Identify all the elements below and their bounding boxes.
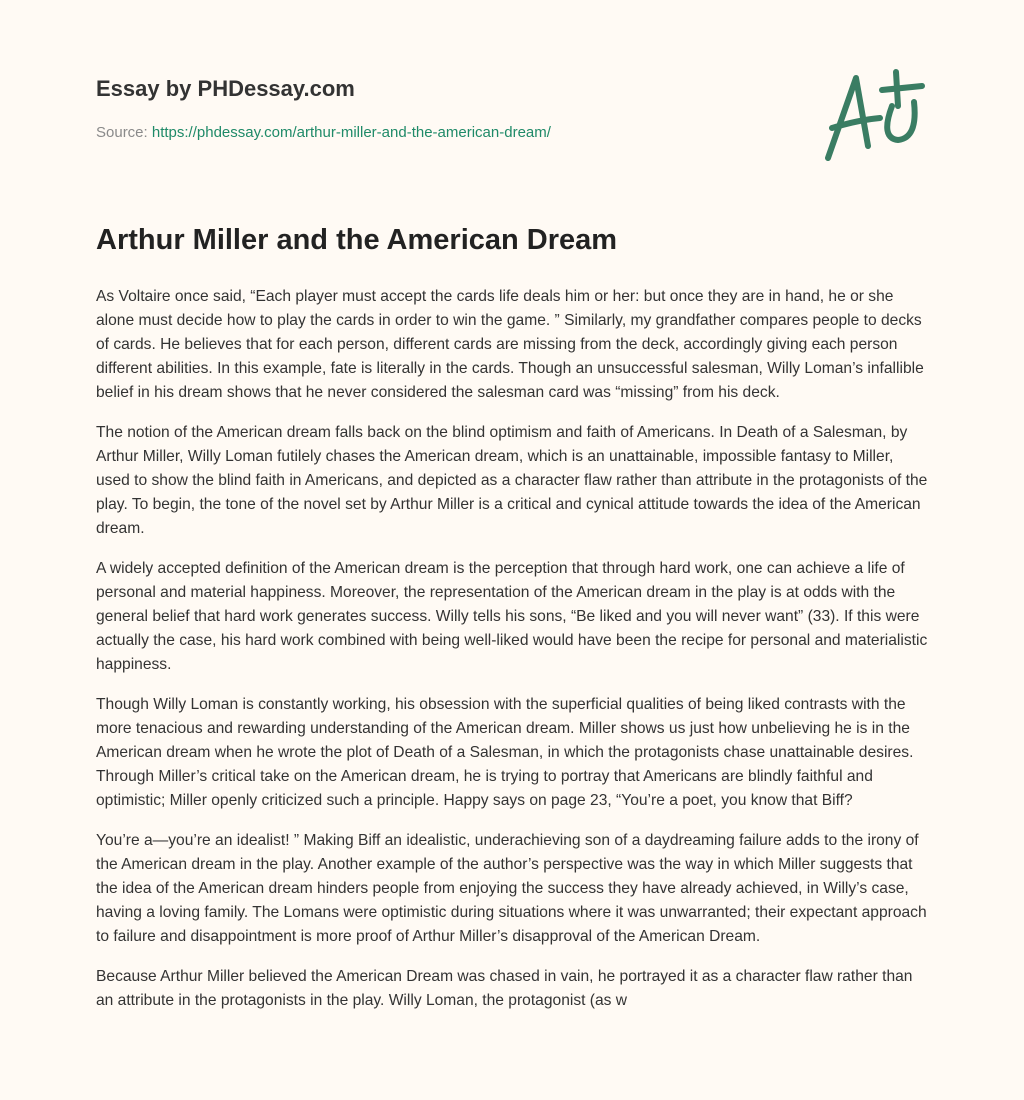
essay-paragraph: You’re a—you’re an idealist! ” Making Biff an idealistic, underachieving son of a daydreaming failure adds to the irony of the American dream in the play. Another example of the author’s perspective was the way in which Miller suggests that the idea of the American dream hinders people from enjoying the success they have already achieved, in Willy’s case, having a loving family. The Lomans were optimistic during situations where it was unwarranted; their expectant approach to failure and disappointment is more proof of Arthur Miller’s disapproval of the American Dream.: [96, 832, 927, 945]
essay-paragraph: Though Willy Loman is constantly working, his obsession with the superficial qualities of being liked contrasts with the more tenacious and rewarding understanding of the American dream. Miller shows us just how unbelieving he is in the American dream when he wrote the plot of Death of a Salesman, in which the protagonists chase unattainable desires. Through Miller’s critical take on the American dream, he is trying to portray that Americans are blindly faithful and optimistic; Miller openly criticized such a principle. Happy says on page 23, “You’re a poet, you know that Biff?: [96, 696, 914, 809]
source-label: Source:: [96, 124, 148, 141]
a-plus-logo-icon: [818, 66, 928, 166]
site-title: Essay by PHDessay.com: [96, 76, 355, 101]
essay-paragraph: As Voltaire once said, “Each player must accept the cards life deals him or her: but once they are in hand, he or she alone must decide how to play the cards in order to win the game. ” Similarly, my grandfather compares people to decks of cards. He believes that for each person, different cards are missing from the deck, accordingly giving each person different abilities. In this example, fate is literally in the cards. Though an unsuccessful salesman, Willy Loman’s infallible belief in his dream shows that he never considered the salesman card was “missing” from his deck.: [96, 288, 924, 401]
essay-paragraph: Because Arthur Miller believed the American Dream was chased in vain, he portrayed it as a character flaw rather than an attribute in the protagonists in the play. Willy Loman, the protagonist (as w: [96, 968, 913, 1009]
source-line: [96, 124, 551, 141]
essay-paragraph: The notion of the American dream falls back on the blind optimism and faith of Americans. In Death of a Salesman, by Arthur Miller, Willy Loman futilely chases the American dream, which is an unattainable, impossible fantasy to Miller, used to show the blind faith in Americans, and depicted as a character flaw rather than attribute in the protagonists of the play. To begin, the tone of the novel set by Arthur Miller is a critical and cynical attitude towards the idea of the American dream.: [96, 424, 928, 537]
essay-title: Arthur Miller and the American Dream: [96, 224, 618, 256]
essay-paragraph: A widely accepted definition of the American dream is the perception that through hard work, one can achieve a life of personal and material happiness. Moreover, the representation of the American dream in the play is at odds with the general belief that hard work generates success. Willy tells his sons, “Be liked and you will never want” (33). If this were actually the case, his hard work combined with being well-liked would have been the recipe for personal and materialistic happiness.: [96, 560, 928, 673]
source-link[interactable]: https://phdessay.com/arthur-miller-and-the-american-dream/: [151, 124, 551, 141]
essay-body: [96, 285, 930, 1029]
